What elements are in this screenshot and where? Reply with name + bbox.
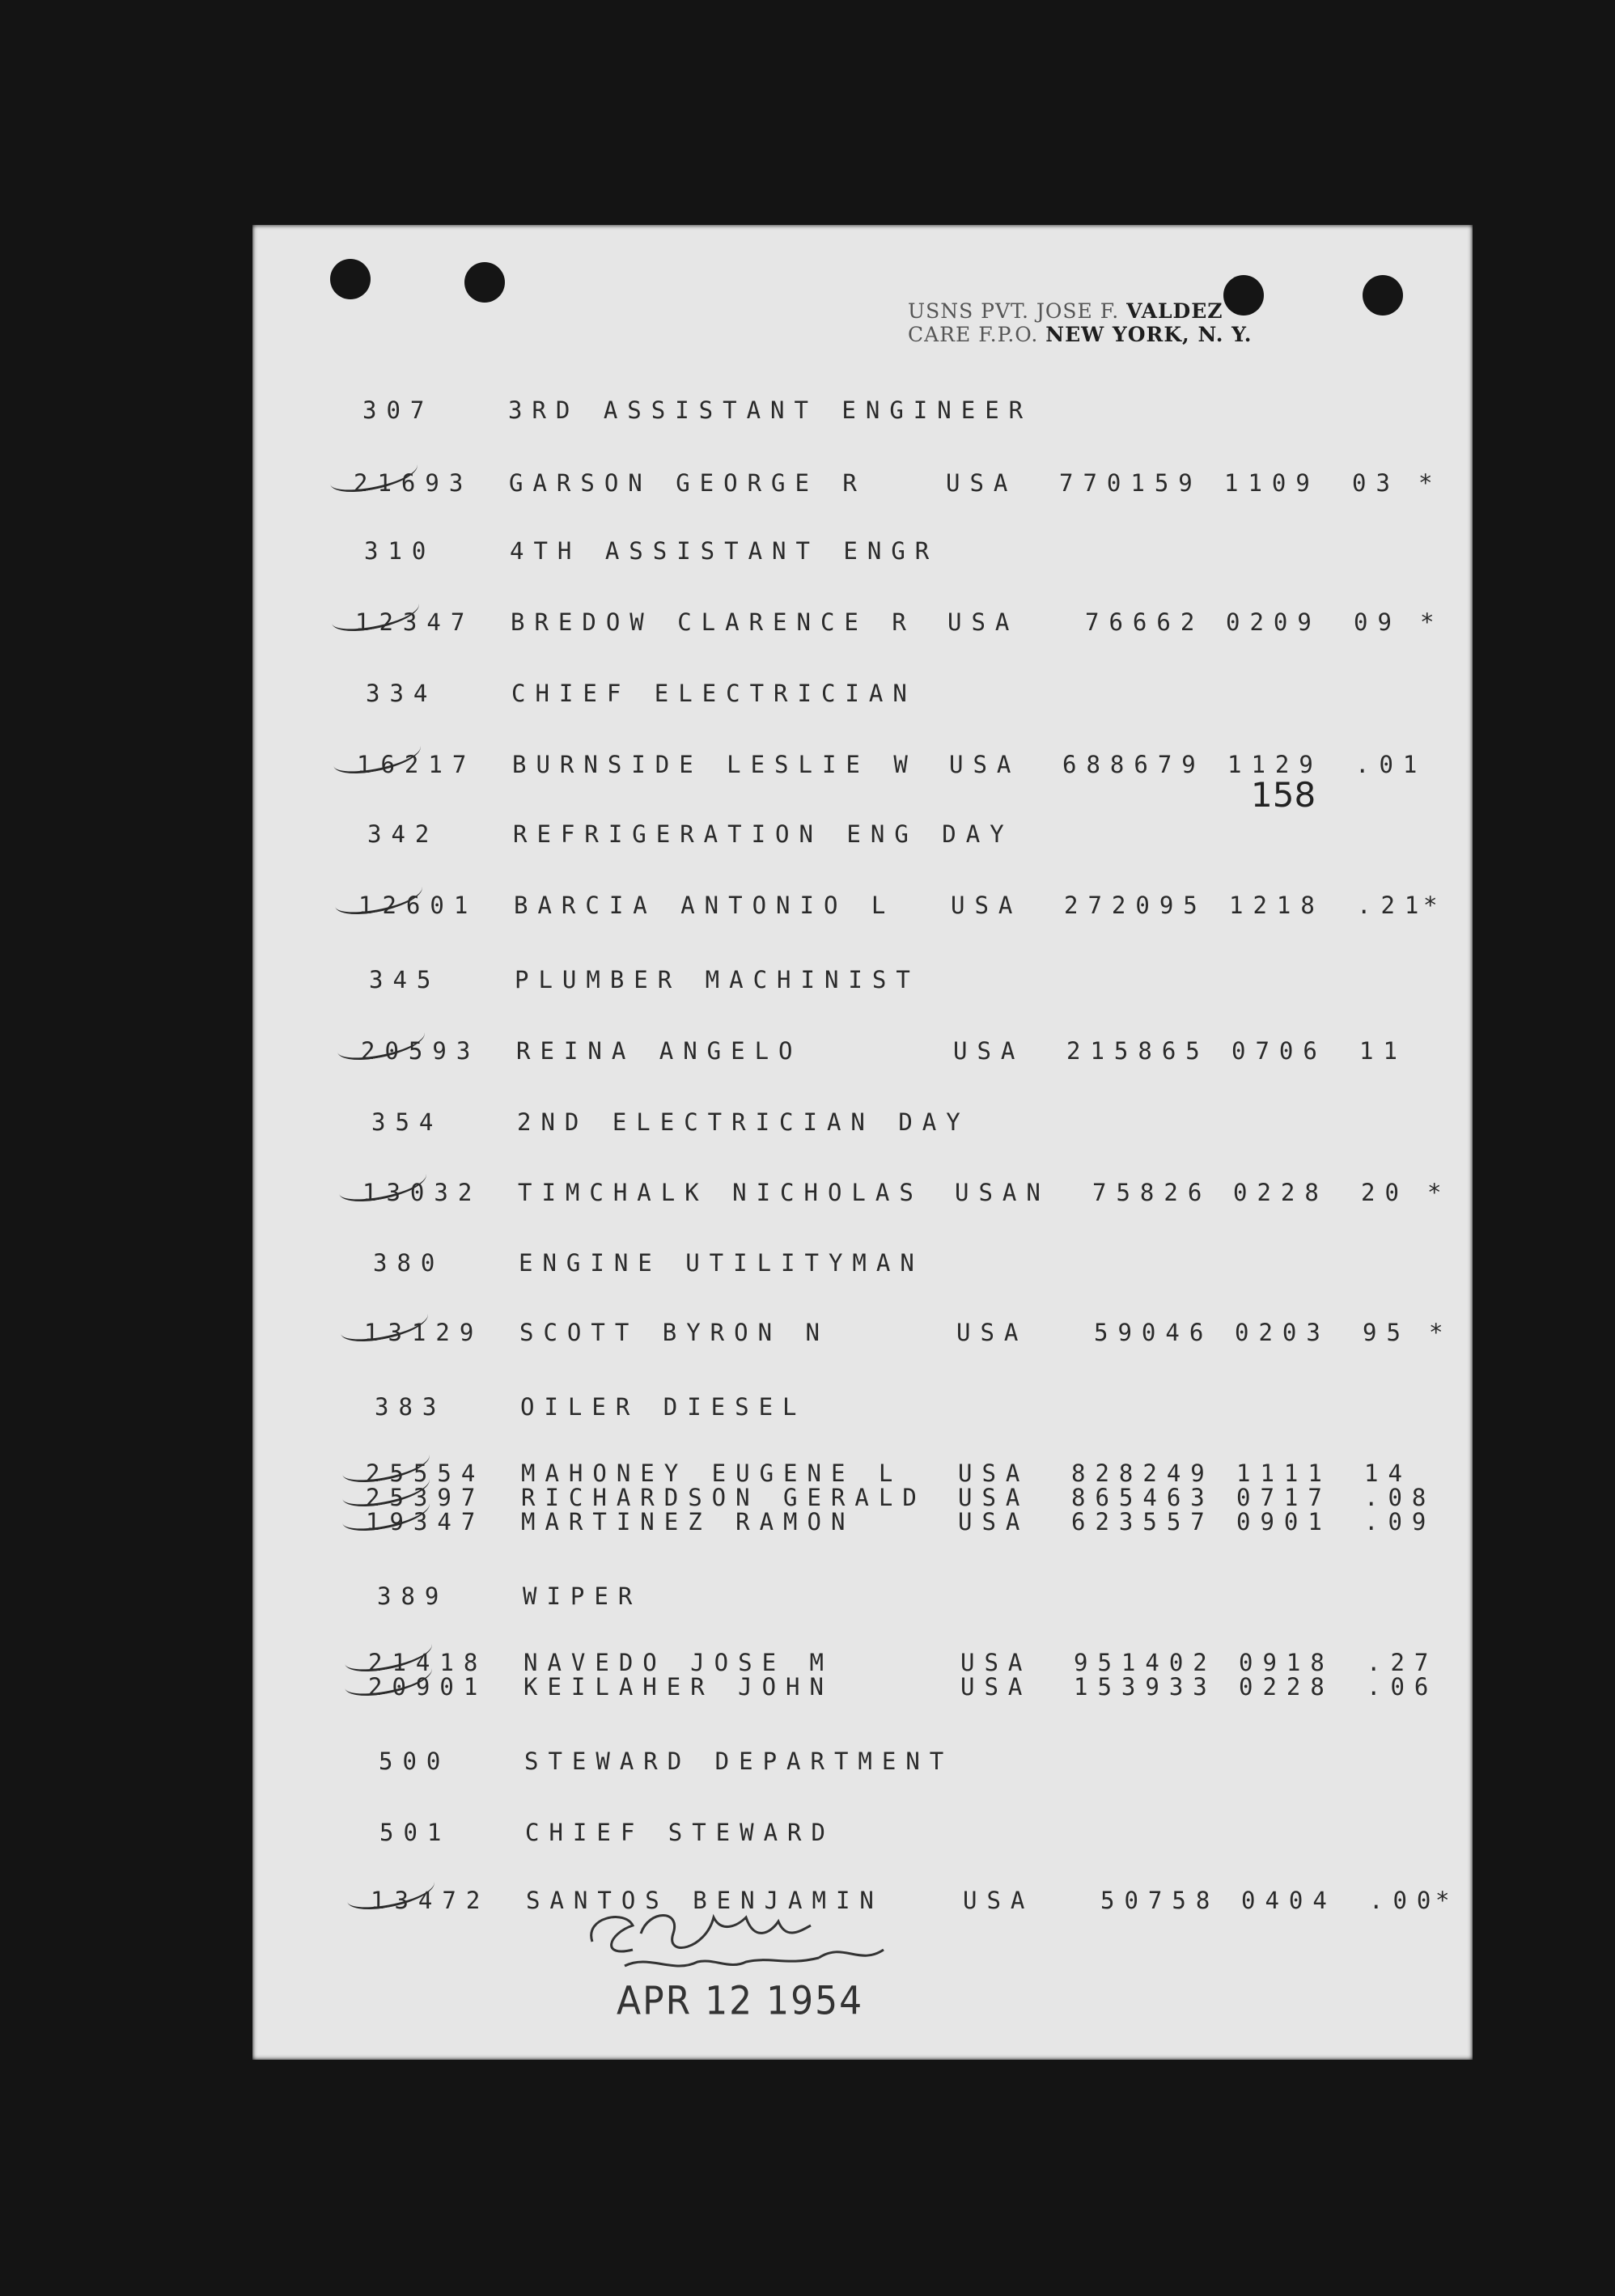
date-code: 0706 bbox=[1231, 1037, 1327, 1065]
crew-id: 13129 bbox=[364, 1319, 484, 1346]
rating-title: 3RD ASSISTANT ENGINEER bbox=[508, 396, 1033, 424]
date-code: 1109 bbox=[1224, 469, 1320, 497]
crew-entry-row bbox=[355, 608, 1457, 641]
value: .21 bbox=[1357, 892, 1429, 919]
asterisk-mark: * bbox=[1427, 1179, 1452, 1206]
rating-code: 501 bbox=[379, 1819, 451, 1846]
crew-name: NAVEDO JOSE M bbox=[523, 1649, 833, 1676]
date-code: 0717 bbox=[1236, 1484, 1332, 1511]
stamp-line-1-bold: VALDEZ bbox=[1126, 299, 1223, 323]
crew-id: 25554 bbox=[366, 1459, 485, 1487]
rating-title: CHIEF ELECTRICIAN bbox=[511, 680, 917, 707]
rating-code: 383 bbox=[375, 1393, 447, 1421]
rating-code: 310 bbox=[364, 537, 436, 565]
document-number: 153933 bbox=[1074, 1673, 1217, 1701]
stamp-line-2: CARE F.P.O. bbox=[908, 323, 1046, 346]
nationality: USA bbox=[960, 1649, 1032, 1676]
rating-heading-row bbox=[379, 1747, 1471, 1780]
rating-code: 500 bbox=[379, 1747, 451, 1775]
date-code: 0203 bbox=[1235, 1319, 1330, 1346]
value: .01 bbox=[1355, 751, 1427, 778]
nationality: USA bbox=[953, 1037, 1025, 1065]
crew-id: 20901 bbox=[368, 1673, 488, 1701]
rating-title: CHIEF STEWARD bbox=[525, 1819, 835, 1846]
value: .27 bbox=[1367, 1649, 1439, 1676]
rating-title: 2ND ELECTRICIAN DAY bbox=[517, 1108, 970, 1136]
document-number: 688679 bbox=[1062, 751, 1206, 778]
punch-hole bbox=[464, 262, 505, 303]
document-number: 272095 bbox=[1064, 892, 1207, 919]
punch-hole bbox=[1363, 275, 1403, 316]
crew-name: RICHARDSON GERALD bbox=[521, 1484, 926, 1511]
rating-title: WIPER bbox=[523, 1582, 642, 1610]
rating-code: 389 bbox=[377, 1582, 449, 1610]
page-number: 158 bbox=[1251, 775, 1316, 815]
nationality: USA bbox=[958, 1508, 1030, 1536]
date-code: 0918 bbox=[1239, 1649, 1334, 1676]
rating-code: 380 bbox=[373, 1249, 445, 1277]
rating-title: PLUMBER MACHINIST bbox=[515, 966, 920, 993]
value: 03 bbox=[1352, 469, 1400, 497]
rating-title: 4TH ASSISTANT ENGR bbox=[510, 537, 939, 565]
asterisk-mark: * bbox=[1420, 608, 1444, 636]
value: .08 bbox=[1364, 1484, 1436, 1511]
rating-heading-row bbox=[371, 1108, 1464, 1141]
value: 09 bbox=[1354, 608, 1401, 636]
asterisk-mark: * bbox=[1435, 1887, 1460, 1914]
date-code: 1129 bbox=[1227, 751, 1323, 778]
value: 14 bbox=[1364, 1459, 1412, 1487]
value: 20 bbox=[1361, 1179, 1409, 1206]
crew-name: MARTINEZ RAMON bbox=[521, 1508, 855, 1536]
rating-heading-row bbox=[377, 1582, 1469, 1615]
rating-heading-row bbox=[367, 820, 1460, 853]
value: .06 bbox=[1367, 1673, 1439, 1701]
crew-name: SANTOS BENJAMIN bbox=[526, 1887, 884, 1914]
rating-title: REFRIGERATION ENG DAY bbox=[513, 820, 1014, 848]
crew-id: 25397 bbox=[366, 1484, 485, 1511]
crew-id: 12347 bbox=[355, 608, 475, 636]
crew-id: 13032 bbox=[362, 1179, 482, 1206]
crew-entry-row bbox=[364, 1319, 1466, 1351]
crew-name: BREDOW CLARENCE R bbox=[511, 608, 916, 636]
rating-title: OILER DIESEL bbox=[520, 1393, 807, 1421]
document-number: 623557 bbox=[1071, 1508, 1214, 1536]
value: 11 bbox=[1359, 1037, 1407, 1065]
rating-title: ENGINE UTILITYMAN bbox=[519, 1249, 924, 1277]
ship-address-stamp bbox=[908, 299, 1252, 346]
rating-code: 334 bbox=[366, 680, 438, 707]
nationality: USA bbox=[956, 1319, 1028, 1346]
nationality: USA bbox=[946, 469, 1018, 497]
crew-name: KEILAHER JOHN bbox=[523, 1673, 833, 1701]
stamp-line-1: USNS PVT. JOSE F. bbox=[908, 299, 1127, 323]
document-number: 75826 bbox=[1092, 1179, 1212, 1206]
crew-name: SCOTT BYRON N bbox=[519, 1319, 829, 1346]
crew-entry-row bbox=[371, 1887, 1473, 1919]
crew-name: BARCIA ANTONIO L bbox=[514, 892, 896, 919]
document-number: 59046 bbox=[1094, 1319, 1214, 1346]
punch-hole bbox=[330, 259, 371, 299]
rating-heading-row bbox=[373, 1249, 1465, 1281]
crew-entry-row bbox=[368, 1673, 1470, 1705]
asterisk-mark: * bbox=[1418, 469, 1443, 497]
value: .00 bbox=[1369, 1887, 1441, 1914]
nationality: USAN bbox=[955, 1179, 1050, 1206]
inspector-signature bbox=[576, 1885, 916, 1982]
date-code: 0228 bbox=[1239, 1673, 1334, 1701]
value: 95 bbox=[1363, 1319, 1410, 1346]
rating-heading-row bbox=[375, 1393, 1467, 1425]
document-number: 828249 bbox=[1071, 1459, 1214, 1487]
rating-heading-row bbox=[369, 966, 1461, 998]
crew-entry-row bbox=[361, 1037, 1463, 1070]
asterisk-mark: * bbox=[1423, 892, 1448, 919]
document-number: 770159 bbox=[1059, 469, 1202, 497]
rating-code: 307 bbox=[362, 396, 434, 424]
date-code: 0228 bbox=[1233, 1179, 1329, 1206]
date-code: 0404 bbox=[1241, 1887, 1337, 1914]
document-number: 76662 bbox=[1085, 608, 1205, 636]
crew-name: MAHONEY EUGENE L bbox=[521, 1459, 903, 1487]
rating-heading-row bbox=[379, 1819, 1472, 1851]
crew-id: 19347 bbox=[366, 1508, 485, 1536]
crew-id: 21693 bbox=[354, 469, 473, 497]
rating-title: STEWARD DEPARTMENT bbox=[524, 1747, 954, 1775]
nationality: USA bbox=[951, 892, 1023, 919]
rating-heading-row bbox=[362, 396, 1455, 429]
rating-code: 342 bbox=[367, 820, 439, 848]
nationality: USA bbox=[960, 1673, 1032, 1701]
date-code: 0901 bbox=[1236, 1508, 1332, 1536]
crew-entry-row bbox=[362, 1179, 1465, 1211]
crew-name: REINA ANGELO bbox=[516, 1037, 803, 1065]
date-code: 1218 bbox=[1229, 892, 1325, 919]
nationality: USA bbox=[963, 1887, 1035, 1914]
crew-entry-row bbox=[354, 469, 1456, 502]
value: .09 bbox=[1364, 1508, 1436, 1536]
crew-entry-row bbox=[366, 1508, 1468, 1540]
document-number: 215865 bbox=[1066, 1037, 1210, 1065]
crew-id: 13472 bbox=[371, 1887, 490, 1914]
nationality: USA bbox=[949, 751, 1021, 778]
crew-name: BURNSIDE LESLIE W bbox=[512, 751, 918, 778]
asterisk-mark: * bbox=[1429, 1319, 1453, 1346]
document-number: 50758 bbox=[1100, 1887, 1220, 1914]
nationality: USA bbox=[958, 1484, 1030, 1511]
rating-code: 354 bbox=[371, 1108, 443, 1136]
rating-code: 345 bbox=[369, 966, 441, 993]
crew-id: 21418 bbox=[368, 1649, 488, 1676]
rating-heading-row bbox=[364, 537, 1456, 570]
crew-id: 20593 bbox=[361, 1037, 481, 1065]
crew-id: 16217 bbox=[357, 751, 477, 778]
crew-entry-row bbox=[358, 892, 1460, 924]
date-code: 0209 bbox=[1226, 608, 1321, 636]
crew-id: 12601 bbox=[358, 892, 478, 919]
stamp-line-2-bold: NEW YORK, N. Y. bbox=[1045, 323, 1253, 346]
document-number: 865463 bbox=[1071, 1484, 1214, 1511]
crew-name: GARSON GEORGE R bbox=[509, 469, 867, 497]
crew-name: TIMCHALK NICHOLAS bbox=[518, 1179, 923, 1206]
rating-heading-row bbox=[366, 680, 1458, 712]
nationality: USA bbox=[958, 1459, 1030, 1487]
date-code: 1111 bbox=[1236, 1459, 1332, 1487]
document-number: 951402 bbox=[1074, 1649, 1217, 1676]
nationality: USA bbox=[947, 608, 1019, 636]
date-stamp: APR 12 1954 bbox=[617, 1978, 864, 2024]
